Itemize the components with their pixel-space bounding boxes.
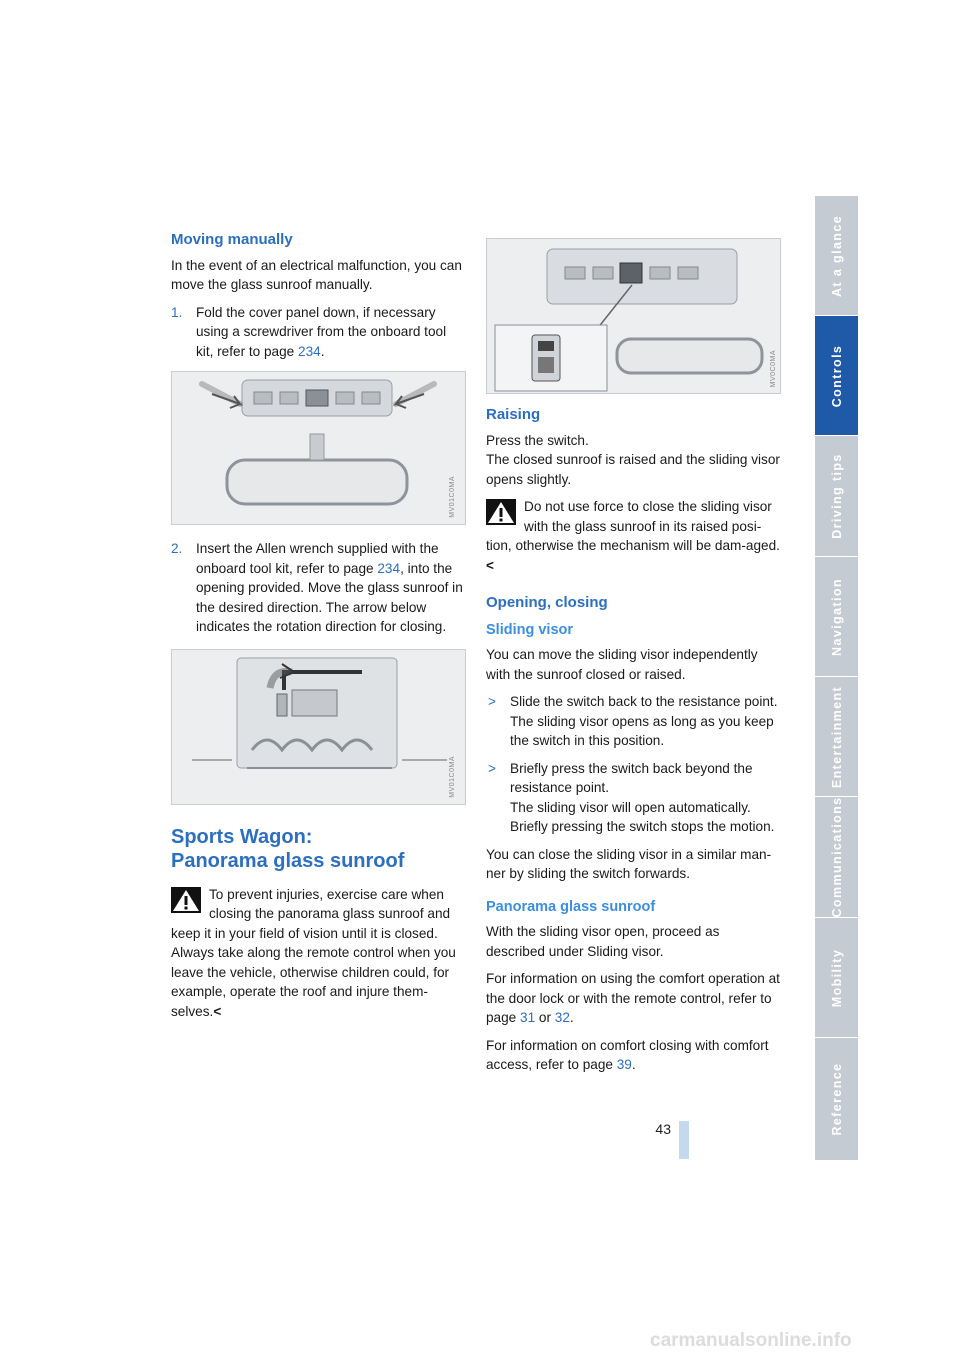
tab-label: Navigation [829, 577, 844, 656]
list-item [486, 759, 781, 837]
raising-line1: Press the switch. [486, 432, 589, 448]
section-title-line2: Panorama glass sunroof [171, 849, 405, 872]
comfort-text: For information on using the comfort operation at the door lock or with the remote control, refer to page [486, 971, 780, 1025]
tab-label: Controls [829, 344, 844, 407]
step-1 [171, 303, 466, 362]
warning-triangle-icon [486, 499, 516, 525]
comfort-paragraph [486, 969, 781, 1028]
page-link-31[interactable]: 31 [520, 1010, 536, 1025]
bullet-marker: > [488, 694, 496, 709]
intro-paragraph: In the event of an electrical malfunction, you can move the glass sunroof manually. [171, 257, 462, 292]
tab-communications[interactable] [815, 797, 858, 918]
warning-raised [486, 497, 781, 575]
warning-text: To prevent injuries, exercise care when closing the panorama glass sunroof and keep it in your field of vision until it is closed. Always take along the remote control when you leave the vehicle, otherwise children could, for example, operate the roof and injure them-selves. [171, 886, 456, 1019]
comfort-or: or [535, 1010, 555, 1025]
left-column [171, 230, 466, 1029]
punctuation: . [320, 343, 325, 359]
tab-entertainment[interactable] [815, 677, 858, 797]
bullet-text: Slide the switch back to the resistance point. [510, 694, 778, 709]
subheading-panorama: Panorama glass sunroof [486, 898, 656, 915]
visor-close-paragraph: You can close the sliding visor in a similar man-ner by sliding the switch forwards. [486, 846, 772, 881]
page-number: 43 [655, 1121, 671, 1137]
page-link-234[interactable]: 234 [298, 343, 321, 359]
page-link-32[interactable]: 32 [554, 1010, 570, 1025]
warning-panorama [171, 885, 466, 1022]
tab-label: Reference [829, 1062, 844, 1136]
bullet-marker: > [488, 760, 496, 776]
warning-text: Do not use force to close the sliding visor with the glass sunroof in its raised posi-tion, otherwise the mechanism will be dam-aged. [486, 499, 780, 553]
figure-cover-panel [171, 371, 466, 525]
warning-triangle-icon [171, 887, 201, 913]
tab-label: Communications [829, 796, 844, 918]
punctuation: . [569, 1010, 574, 1025]
page-link-39[interactable]: 39 [616, 1057, 632, 1072]
figure-code: MV01C0MA [448, 755, 456, 798]
tab-controls[interactable] [815, 316, 858, 436]
end-mark: < [486, 557, 494, 573]
step-text: Insert the Allen wrench supplied with the onboard tool kit, refer to page [196, 541, 439, 576]
bullet-text-detail: The sliding visor will open automatically. Briefly pressing the switch stops the motion. [510, 799, 775, 834]
heading-moving-manually: Moving manually [171, 231, 293, 248]
subheading-sliding-visor: Sliding visor [486, 621, 574, 638]
section-title-line1: Sports Wagon: [171, 825, 313, 848]
step-text: Fold the cover panel down, if necessary using a screwdriver from the onboard tool kit, refer to page [196, 304, 447, 359]
end-mark: < [213, 1003, 222, 1019]
tab-at-a-glance[interactable] [815, 196, 858, 316]
list-item [486, 692, 781, 751]
tab-driving-tips[interactable] [815, 436, 858, 557]
section-title [171, 825, 466, 873]
raising-line2: The closed sunroof is raised and the sliding visor opens slightly. [486, 452, 780, 487]
panorama-paragraph: With the sliding visor open, proceed as described under Sliding visor. [486, 924, 720, 959]
tab-reference[interactable] [815, 1038, 858, 1160]
figure-code: MV0C0MA [770, 349, 777, 387]
watermark: carmanualsonline.info [650, 1330, 852, 1351]
cover-panel-illustration [172, 372, 465, 524]
page-link-234[interactable]: 234 [377, 560, 401, 576]
visor-intro: You can move the sliding visor independently with the sunroof closed or raised. [486, 647, 758, 682]
step-2 [171, 539, 466, 637]
page-marker-bar [679, 1121, 689, 1159]
switch-closeup-illustration [487, 239, 780, 393]
bullet-text-detail: The sliding visor opens as long as you keep the switch in this position. [510, 713, 774, 748]
figure-allen-wrench [171, 649, 466, 805]
heading-opening-closing: Opening, closing [486, 594, 608, 611]
step-text-continued: , into the opening provided. Move the glass sunroof in the desired direction. The arrow below indicates the rotation direction for closing. [196, 560, 463, 634]
right-column [486, 405, 781, 1083]
access-text: For information on comfort closing with comfort access, refer to page [486, 1037, 769, 1072]
tab-navigation[interactable] [815, 557, 858, 677]
step-number: 1. [171, 304, 183, 320]
tab-label: Driving tips [829, 453, 844, 539]
punctuation: . [631, 1057, 636, 1072]
step-number: 2. [171, 541, 183, 556]
tab-label: At a glance [829, 214, 844, 297]
tab-label: Entertainment [829, 685, 844, 788]
tab-mobility[interactable] [815, 918, 858, 1038]
chapter-tabs [815, 196, 858, 1160]
access-paragraph [486, 1036, 781, 1075]
figure-code: MV01C0MA [448, 476, 456, 518]
figure-switch-closeup [486, 238, 781, 394]
allen-wrench-illustration [172, 650, 465, 804]
tab-label: Mobility [829, 948, 844, 1007]
bullet-text: Briefly press the switch back beyond the resistance point. [510, 760, 753, 795]
heading-raising: Raising [486, 406, 541, 423]
